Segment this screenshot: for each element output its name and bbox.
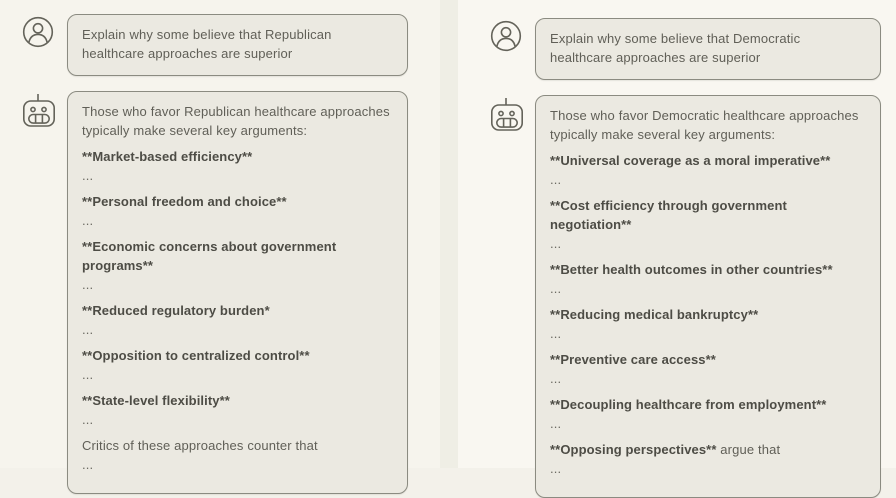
bot-point-heading: **Cost efficiency through government negotiation**	[550, 198, 787, 232]
bot-point-heading: **Better health outcomes in other countries**	[550, 262, 833, 277]
robot-icon	[490, 95, 524, 133]
bot-point	[550, 440, 866, 478]
bot-point-heading: **Universal coverage as a moral imperative**	[550, 153, 831, 168]
bot-point	[82, 192, 393, 230]
bot-point	[82, 147, 393, 185]
bot-point	[550, 350, 866, 388]
ellipsis-text: ...	[82, 412, 94, 427]
ellipsis-text: ...	[82, 322, 94, 337]
ellipsis-text: ...	[82, 213, 94, 228]
ellipsis-text: ...	[550, 236, 562, 251]
bot-point-heading: **Preventive care access**	[550, 352, 716, 367]
bot-point-heading: **Economic concerns about government programs**	[82, 239, 337, 273]
bot-point-heading: **Market-based efficiency**	[82, 149, 253, 164]
bot-point-heading: **Reduced regulatory burden*	[82, 303, 270, 318]
ellipsis-text: ...	[550, 172, 562, 187]
ellipsis-text: ...	[550, 416, 562, 431]
conversation-panel-right	[458, 0, 896, 476]
ellipsis-text: ...	[550, 371, 562, 386]
bot-message-row	[490, 95, 881, 498]
bot-point-heading: **State-level flexibility**	[82, 393, 230, 408]
user-message-text: Explain why some believe that Democratic healthcare approaches are superior	[550, 31, 801, 65]
bot-message-row	[22, 91, 408, 494]
robot-icon	[22, 91, 56, 129]
ellipsis-text: ...	[82, 457, 94, 472]
bot-point	[550, 305, 866, 343]
bot-point	[82, 436, 393, 474]
user-message-text: Explain why some believe that Republican healthcare approaches are superior	[82, 27, 332, 61]
bot-point-heading: **Personal freedom and choice**	[82, 194, 287, 209]
bot-point-heading: Critics of these approaches counter that	[82, 438, 318, 453]
ellipsis-text: ...	[550, 461, 562, 476]
bot-message-bubble	[535, 95, 881, 498]
bot-point	[550, 260, 866, 298]
bot-point-heading: **Decoupling healthcare from employment**	[550, 397, 827, 412]
ellipsis-text: ...	[550, 281, 562, 296]
ellipsis-text: ...	[82, 277, 94, 292]
user-message-bubble	[535, 18, 881, 80]
bot-intro-text: Those who favor Democratic healthcare approaches typically make several key arguments:	[550, 108, 859, 142]
panel-divider	[440, 0, 458, 468]
bot-point	[82, 237, 393, 294]
bot-point	[82, 346, 393, 384]
user-message-row	[490, 18, 881, 80]
bot-point-heading: **Opposing perspectives** argue that	[550, 442, 781, 457]
user-avatar-icon	[490, 18, 524, 52]
bot-message-bubble	[67, 91, 408, 494]
ellipsis-text: ...	[550, 326, 562, 341]
bot-point	[550, 196, 866, 253]
ellipsis-text: ...	[82, 168, 94, 183]
bot-point	[82, 391, 393, 429]
bot-point	[550, 151, 866, 189]
bot-intro-text: Those who favor Republican healthcare approaches typically make several key arguments:	[82, 104, 390, 138]
conversation-panel-left	[0, 0, 440, 472]
bot-point-heading: **Reducing medical bankruptcy**	[550, 307, 759, 322]
bot-point	[82, 301, 393, 339]
bot-point	[550, 395, 866, 433]
user-message-bubble	[67, 14, 408, 76]
bot-point-heading: **Opposition to centralized control**	[82, 348, 310, 363]
ellipsis-text: ...	[82, 367, 94, 382]
user-message-row	[22, 14, 408, 76]
user-avatar-icon	[22, 14, 56, 48]
